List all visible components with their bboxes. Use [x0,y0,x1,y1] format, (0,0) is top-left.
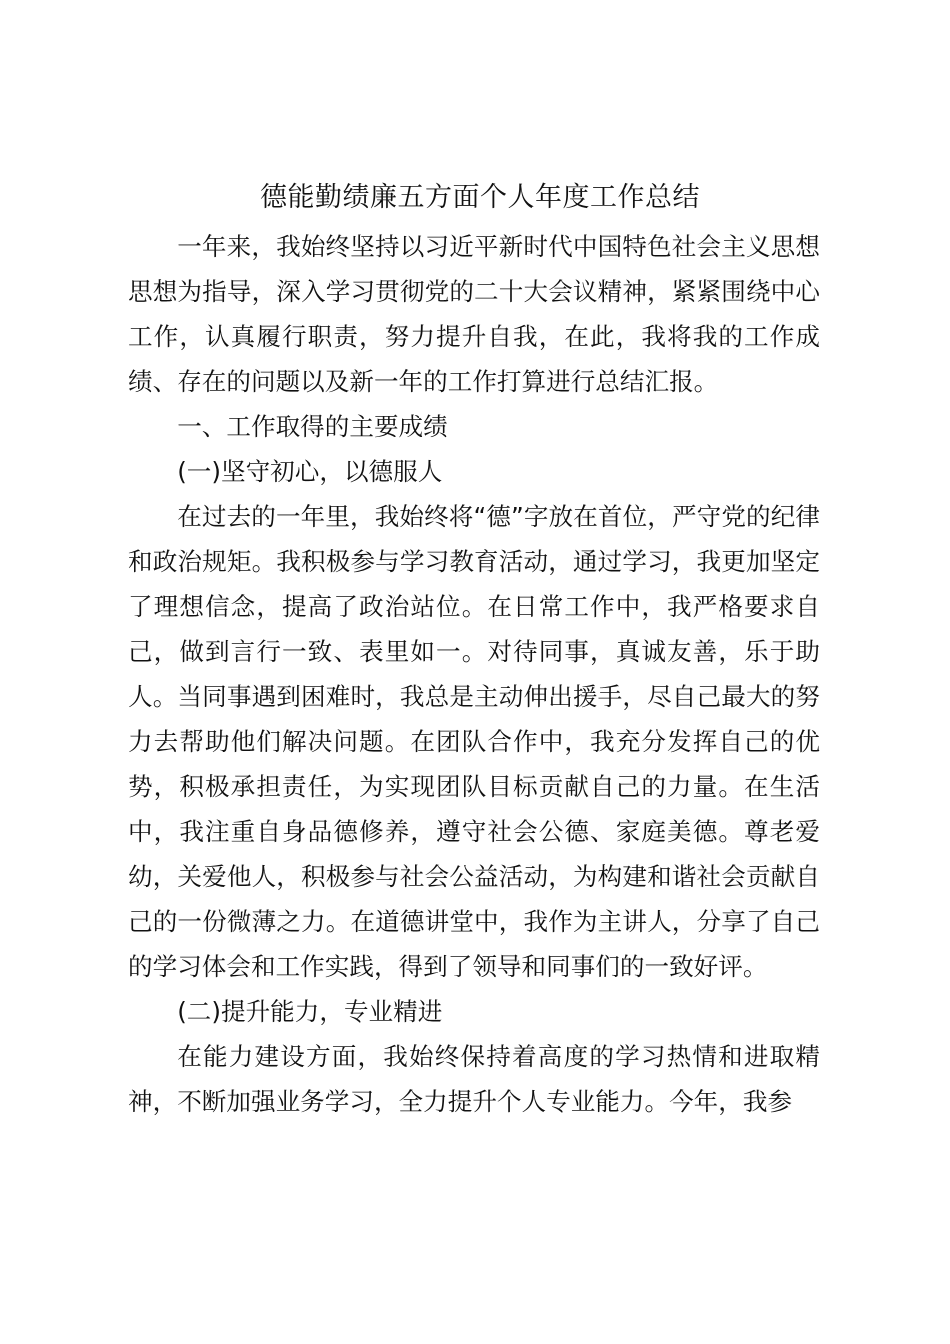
ability-paragraph: 在能力建设方面，我始终保持着高度的学习热情和进取精神，不断加强业务学习，全力提升个人专业能力。今年，我参 [128,1042,820,1116]
subsection-heading-ability: (二)提升能力，专业精进 [177,997,443,1026]
section-heading-achievements: 一、工作取得的主要成绩 [177,412,448,441]
intro-paragraph: 一年来，我始终坚持以习近平新时代中国特色社会主义思想思想为指导，深入学习贯彻党的二十大会议精神，紧紧围绕中心工作，认真履行职责，努力提升自我，在此，我将我的工作成绩、存在的问题以及新一年的工作打算进行总结汇报。 [128,232,820,396]
subsection-heading-virtue: (一)坚守初心，以德服人 [177,457,443,486]
document-body [128,224,820,1124]
document-title: 德能勤绩廉五方面个人年度工作总结 [260,182,700,213]
virtue-paragraph: 在过去的一年里，我始终将“德”字放在首位，严守党的纪律和政治规矩。我积极参与学习教育活动，通过学习，我更加坚定了理想信念，提高了政治站位。在日常工作中，我严格要求自己，做到言行一致、表里如一。对待同事，真诚友善，乐于助人。当同事遇到困难时，我总是主动伸出援手，尽自己最大的努力去帮助他们解决问题。在团队合作中，我充分发挥自己的优势，积极承担责任，为实现团队目标贡献自己的力量。在生活中，我注重自身品德修养，遵守社会公德、家庭美德。尊老爱幼，关爱他人，积极参与社会公益活动，为构建和谐社会贡献自己的一份微薄之力。在道德讲堂中，我作为主讲人，分享了自己的学习体会和工作实践，得到了领导和同事们的一致好评。 [128,502,820,981]
